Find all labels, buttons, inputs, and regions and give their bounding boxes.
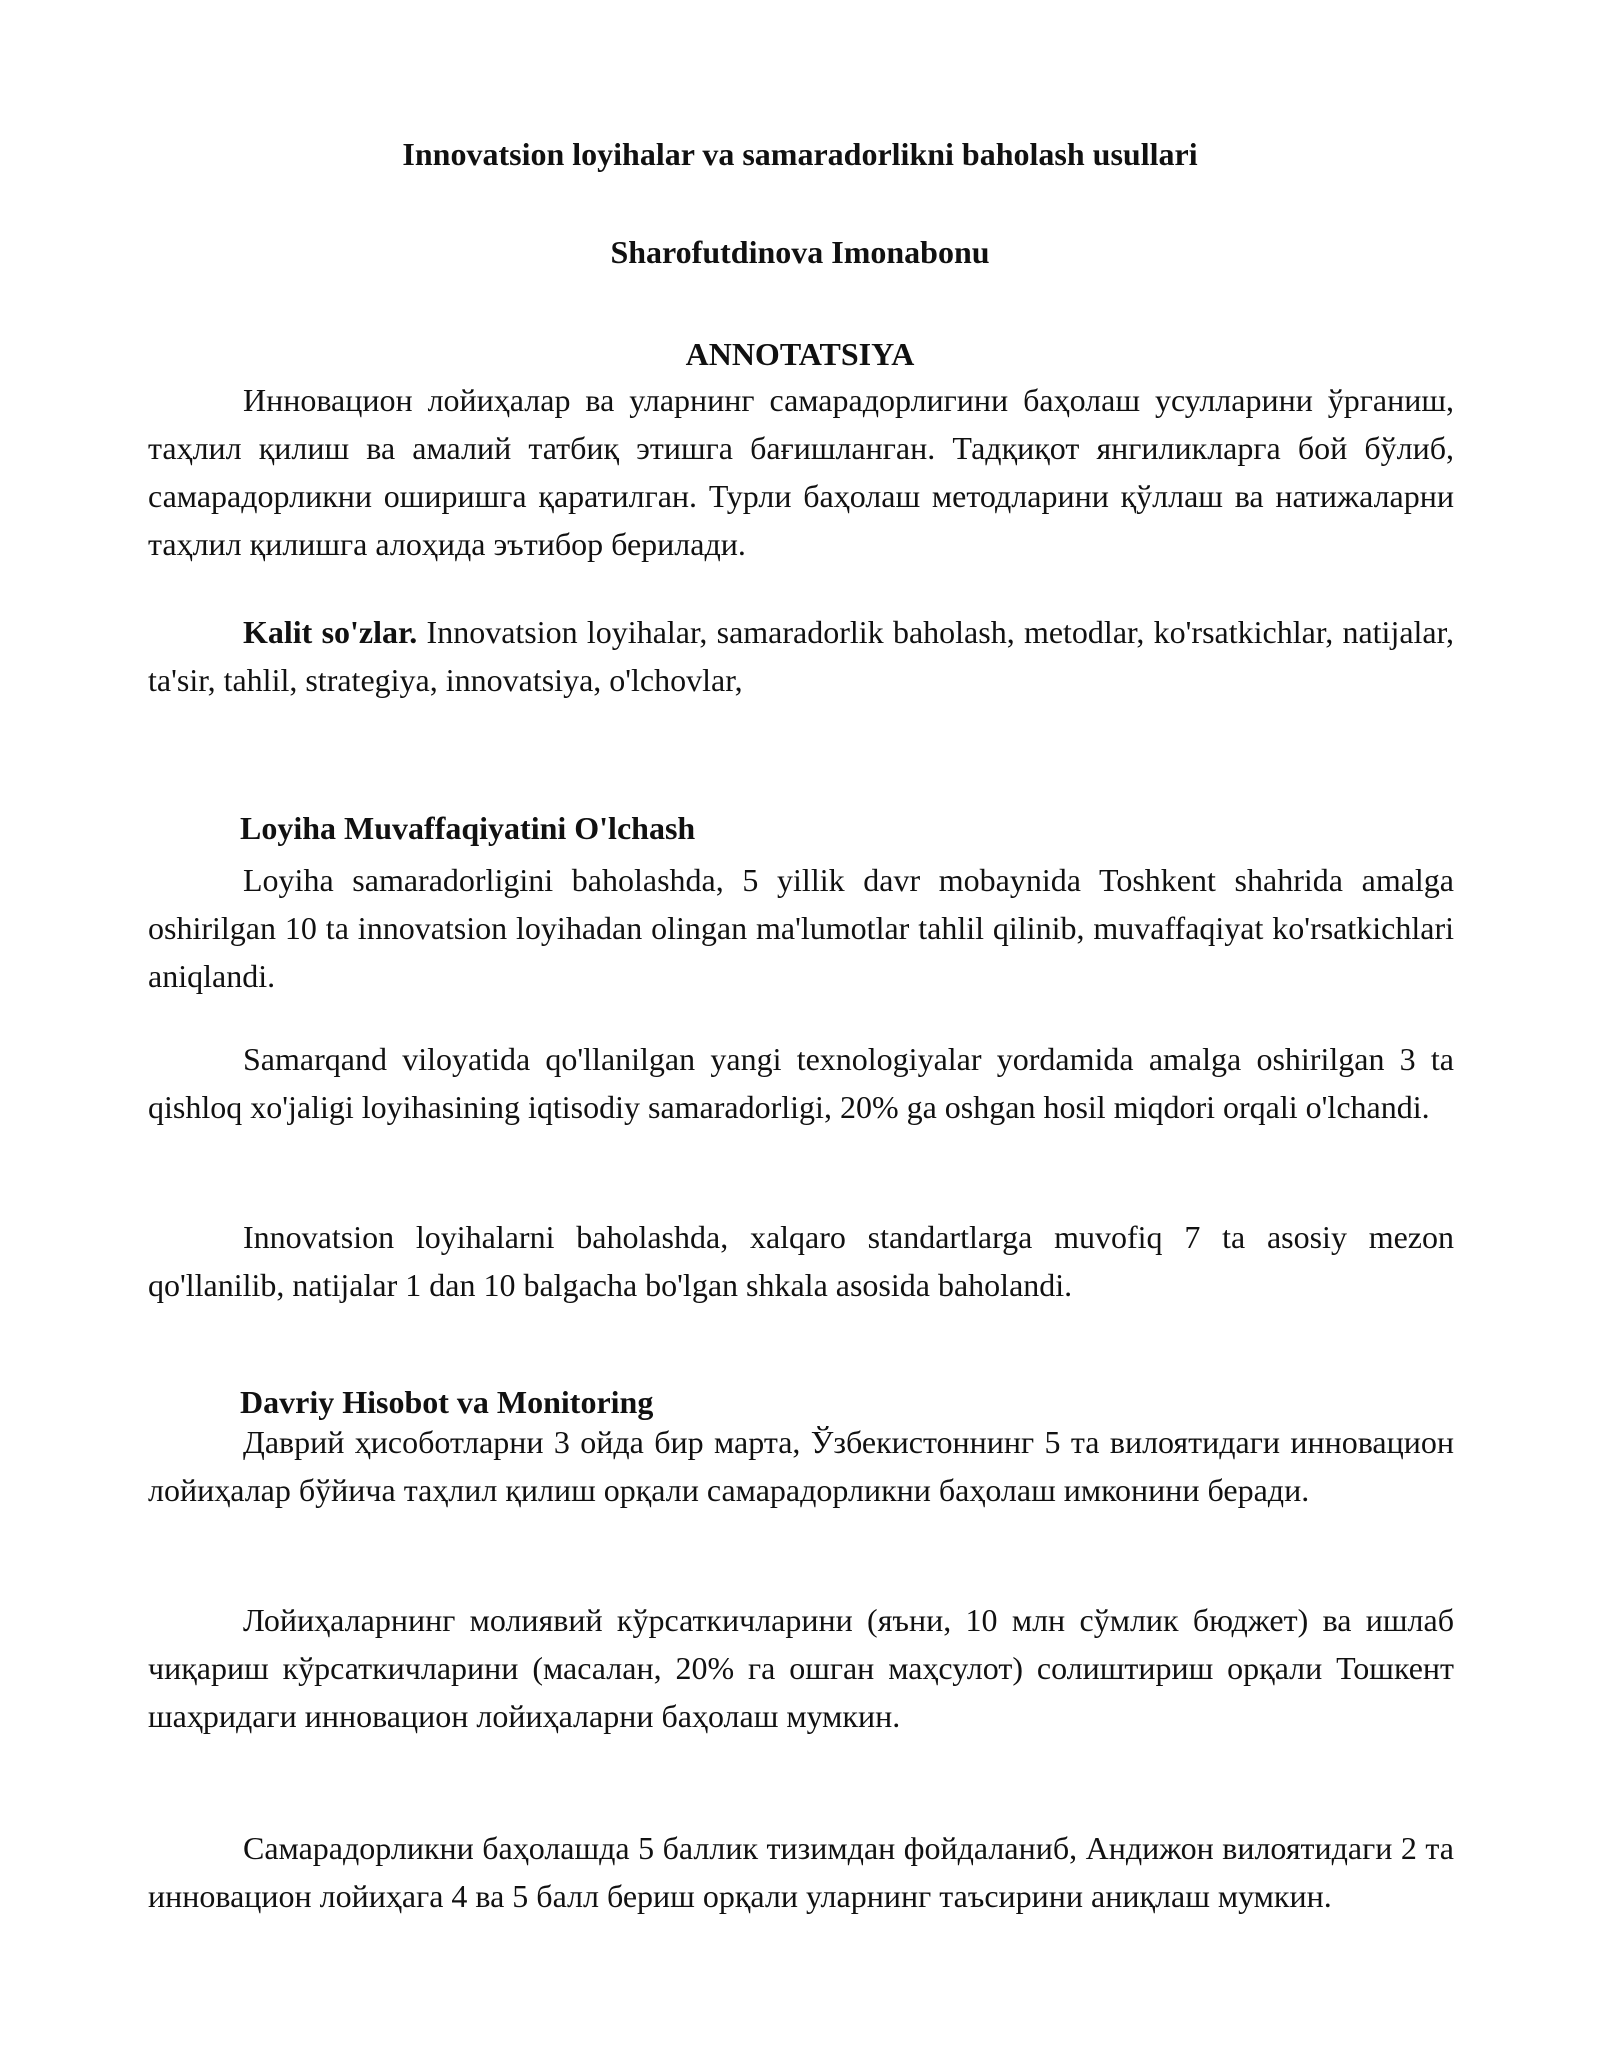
keywords-label: Kalit so'zlar. xyxy=(243,614,418,650)
section2-paragraph-1: Даврий ҳисоботларни 3 ойда бир марта, Ўзбекистоннинг 5 та вилоятидаги инновацион лойиҳалар бўйича таҳлил қилиш орқали самарадорликни баҳолаш имконини беради. xyxy=(148,1424,1454,1508)
section1-paragraph-3: Innovatsion loyihalarni baholashda, xalqaro standartlarga muvofiq 7 ta asosiy mezon qo'llanilib, natijalar 1 dan 10 balgacha bo'lgan shkala asosida baholandi. xyxy=(148,1219,1454,1303)
section-heading-project-success: Loyiha Muvaffaqiyatini O'lchash xyxy=(240,810,696,846)
section-heading-reporting-monitoring: Davriy Hisobot va Monitoring xyxy=(240,1384,654,1420)
section1-paragraph-2: Samarqand viloyatida qo'llanilgan yangi texnologiyalar yordamida amalga oshirilgan 3 ta qishloq xo'jaligi loyihasining iqtisodiy samaradorligi, 20% ga oshgan hosil miqdori orqali o'lchandi. xyxy=(148,1041,1454,1125)
document-title: Innovatsion loyihalar va samaradorlikni baholash usullari xyxy=(402,136,1198,172)
section1-paragraph-1: Loyiha samaradorligini baholashda, 5 yillik davr mobaynida Toshkent shahrida amalga oshirilgan 10 ta innovatsion loyihadan olingan ma'lumotlar tahlil qilinib, muvaffaqiyat ko'rsatkichlari aniqlandi. xyxy=(148,862,1454,994)
abstract-paragraph: Инновацион лойиҳалар ва уларнинг самарадорлигини баҳолаш усулларини ўрганиш, таҳлил қилиш ва амалий татбиқ этишга бағишланган. Тадқиқот янгиликларга бой бўлиб, самарадорликни оширишга қаратилган. Турли баҳолаш методларини қўллаш ва натижаларни таҳлил қилишга алоҳида эътибор берилади. xyxy=(148,382,1454,562)
keywords-paragraph xyxy=(148,608,1454,704)
abstract-heading: ANNOTATSIYA xyxy=(685,336,915,372)
section2-paragraph-2: Лойиҳаларнинг молиявий кўрсаткичларини (яъни, 10 млн сўмлик бюджет) ва ишлаб чиқариш кўрсаткичларини (масалан, 20% га ошган маҳсулот) солиштириш орқали Тошкент шаҳридаги инновацион лойиҳаларни баҳолаш мумкин. xyxy=(148,1602,1454,1734)
section2-paragraph-3: Самарадорликни баҳолашда 5 баллик тизимдан фойдаланиб, Андижон вилоятидаги 2 та инновацион лойиҳага 4 ва 5 балл бериш орқали уларнинг таъсирини аниқлаш мумкин. xyxy=(148,1830,1454,1914)
author-name: Sharofutdinova Imonabonu xyxy=(610,234,990,270)
keywords-list: Innovatsion loyihalar, samaradorlik baholash, metodlar, ko'rsatkichlar, natijalar, ta'sir, tahlil, strategiya, innovatsiya, o'lchovlar, xyxy=(148,614,1455,698)
